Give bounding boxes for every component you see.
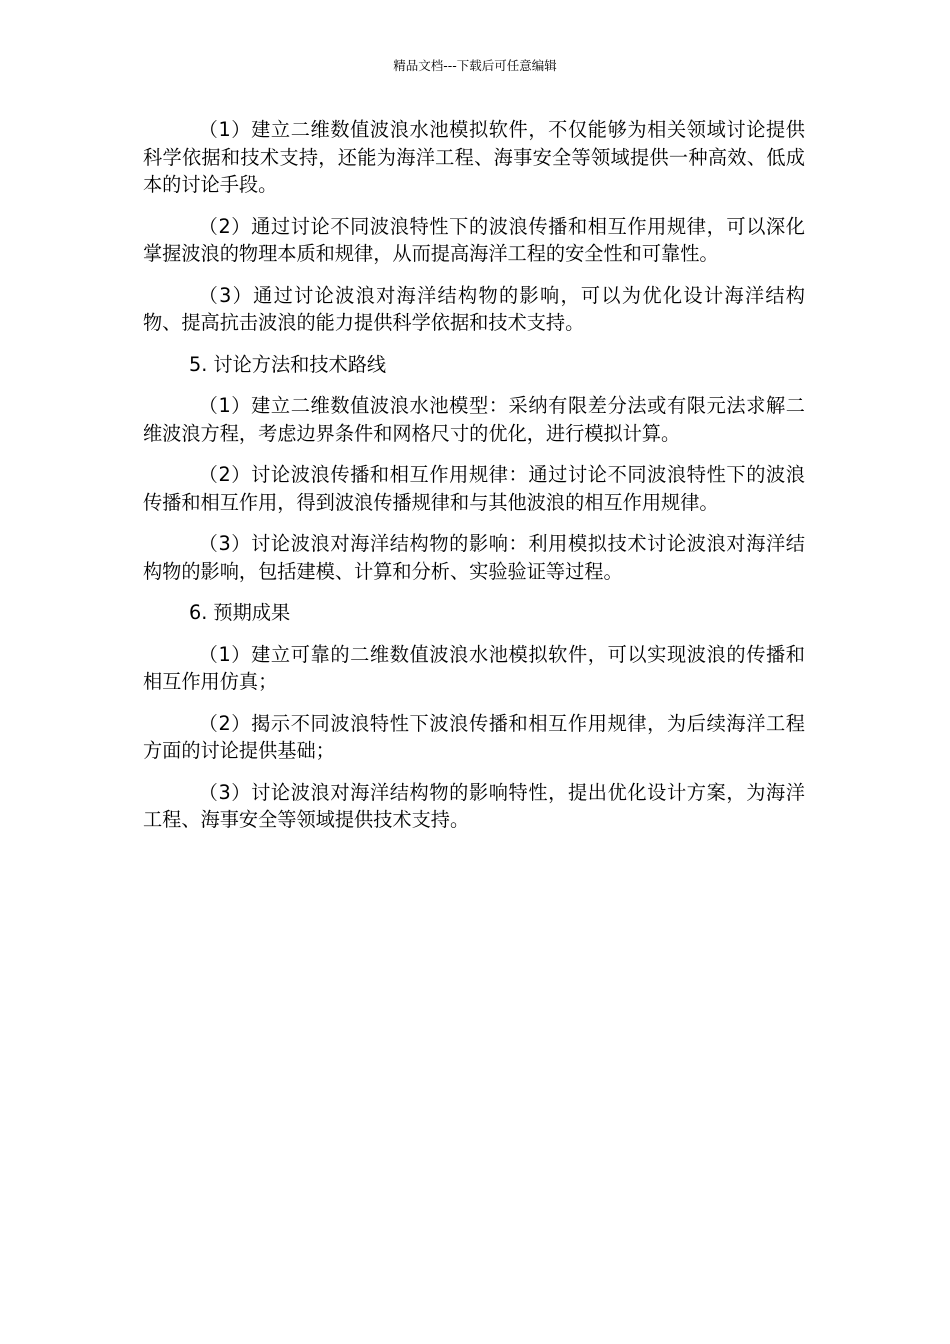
results-item-3: （3）讨论波浪对海洋结构物的影响特性，提出优化设计方案，为海洋工程、海事安全等领域提供技术支持。 [143, 780, 805, 831]
methods-item-3: （3）讨论波浪对海洋结构物的影响：利用模拟技术讨论波浪对海洋结构物的影响，包括建模、计算和分析、实验验证等过程。 [143, 532, 805, 583]
results-item-1: （1）建立可靠的二维数值波浪水池模拟软件，可以实现波浪的传播和相互作用仿真； [143, 642, 805, 693]
significance-item-1: （1）建立二维数值波浪水池模拟软件，不仅能够为相关领域讨论提供科学依据和技术支持，还能为海洋工程、海事安全等领域提供一种高效、低成本的讨论手段。 [143, 118, 805, 196]
significance-item-2: （2）通过讨论不同波浪特性下的波浪传播和相互作用规律，可以深化掌握波浪的物理本质和规律，从而提高海洋工程的安全性和可靠性。 [143, 214, 805, 265]
results-heading: 6. 预期成果 [189, 601, 291, 624]
methods-item-2: （2）讨论波浪传播和相互作用规律：通过讨论不同波浪特性下的波浪传播和相互作用，得到波浪传播规律和与其他波浪的相互作用规律。 [143, 463, 805, 514]
page-header: 精品文档---下载后可任意编辑 [393, 58, 557, 73]
methods-item-1: （1）建立二维数值波浪水池模型：采纳有限差分法或有限元法求解二维波浪方程，考虑边界条件和网格尺寸的优化，进行模拟计算。 [143, 394, 805, 445]
document-body [143, 116, 805, 848]
results-item-2: （2）揭示不同波浪特性下波浪传播和相互作用规律，为后续海洋工程方面的讨论提供基础； [143, 711, 805, 762]
methods-heading: 5. 讨论方法和技术路线 [189, 352, 387, 376]
significance-item-3: （3）通过讨论波浪对海洋结构物的影响，可以为优化设计海洋结构物、提高抗击波浪的能力提供科学依据和技术支持。 [143, 283, 805, 334]
